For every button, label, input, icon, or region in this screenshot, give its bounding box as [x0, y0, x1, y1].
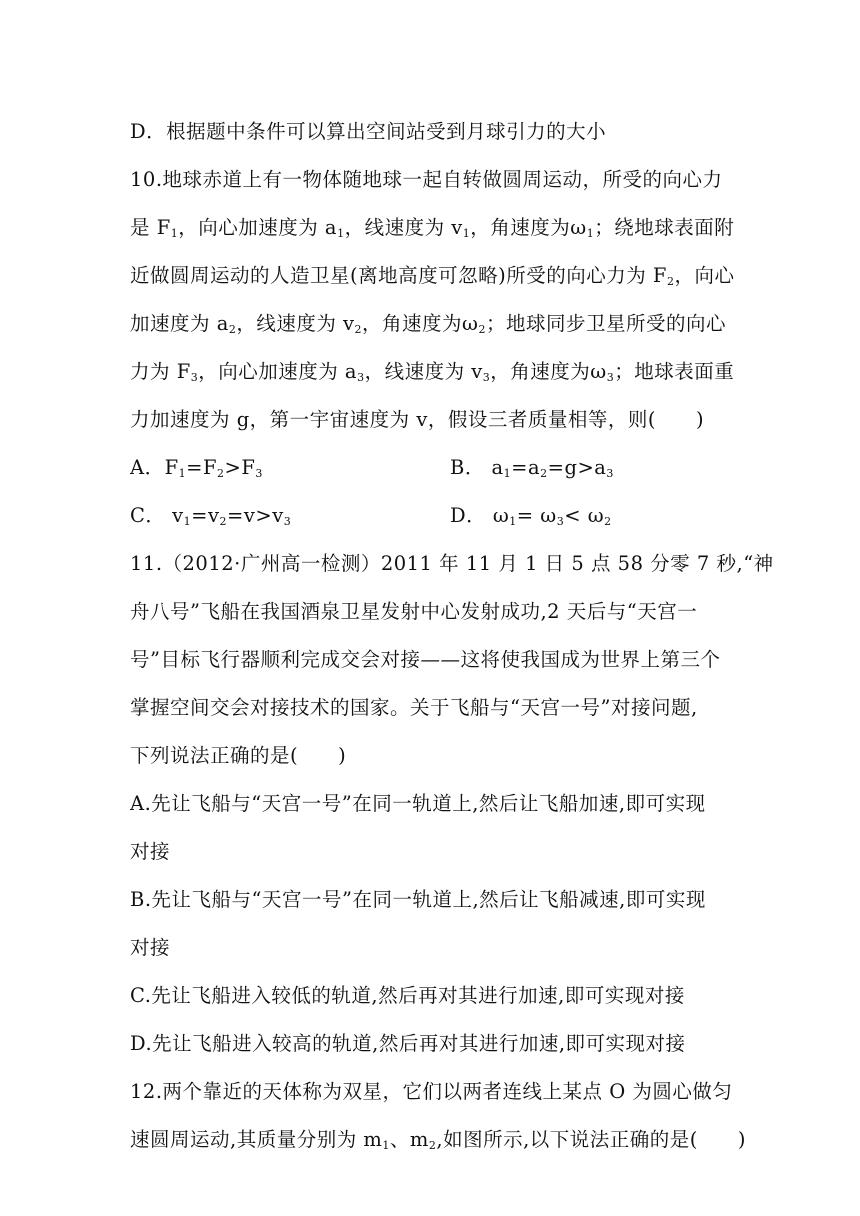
q10-option-a: A．$F_1=F_2>F_3$ [130, 456, 263, 480]
q11-option-b-line-2: 对接 [130, 936, 171, 959]
q11-option-a-line-1: A.先让飞船与“天宫一号”在同一轨道上,然后让飞船加速,即可实现 [130, 792, 706, 815]
q10-stem-line-1: 10.地球赤道上有一物体随地球一起自转做圆周运动，所受的向心力 [130, 168, 723, 191]
q11-option-d: D.先让飞船进入较高的轨道,然后再对其进行加速,即可实现对接 [130, 1032, 686, 1055]
q10-stem-line-6: 力加速度为 g，第一宇宙速度为 v，假设三者质量相等，则( ) [130, 408, 705, 431]
q10-options-row-1 [130, 452, 740, 480]
q11-option-b-line-1: B.先让飞船与“天宫一号”在同一轨道上,然后让飞船减速,即可实现 [130, 888, 706, 911]
q10-stem-line-4: 加速度为 $a_2$，线速度为 $v_2$，角速度为$\omega_2$；地球同步卫星所受的向心 [130, 312, 726, 336]
q11-stem-line-3: 号”目标飞行器顺利完成交会对接——这将使我国成为世界上第三个 [130, 648, 721, 671]
q12-stem-line-1: 12.两个靠近的天体称为双星，它们以两者连线上某点 O 为圆心做匀 [130, 1080, 733, 1103]
q11-stem-line-5: 下列说法正确的是( ) [130, 744, 347, 767]
q10-stem-line-5: 力为 $F_3$，向心加速度为 $a_3$，线速度为 $v_3$，角速度为$\omega_3$；地球表面重 [130, 360, 735, 384]
q10-option-c: C． $v_1=v_2=v>v_3$ [130, 504, 292, 528]
q11-option-c: C.先让飞船进入较低的轨道,然后再对其进行加速,即可实现对接 [130, 984, 685, 1007]
q10-options-row-2 [130, 500, 740, 528]
q11-option-a-line-2: 对接 [130, 840, 171, 863]
q11-stem-line-1: 11.（2012·广州高一检测）2011 年 11 月 1 日 5 点 58 分零 7 秒,“神 [130, 552, 774, 575]
q10-option-d: D． $\omega_1= \omega_3< \omega_2$ [450, 504, 612, 528]
q11-stem-line-4: 掌握空间交会对接技术的国家。关于飞船与“天宫一号”对接问题, [130, 696, 698, 719]
q9-option-d: D．根据题中条件可以算出空间站受到月球引力的大小 [130, 120, 607, 143]
q10-stem-line-2: 是 $F_1$，向心加速度为 $a_1$，线速度为 $v_1$，角速度为$\omega_1$；绕地球表面附 [130, 216, 735, 240]
q12-stem-line-2: 速圆周运动,其质量分别为 $m_1$、$m_2$,如图所示,以下说法正确的是( ) [130, 1128, 747, 1152]
q10-stem-line-3: 近做圆周运动的人造卫星(离地高度可忽略)所受的向心力为 $F_2$，向心 [130, 264, 735, 288]
q10-option-b: B． $a_1=a_2=g>a_3$ [450, 456, 614, 480]
q11-stem-line-2: 舟八号”飞船在我国酒泉卫星发射中心发射成功,2 天后与“天宫一 [130, 600, 698, 623]
